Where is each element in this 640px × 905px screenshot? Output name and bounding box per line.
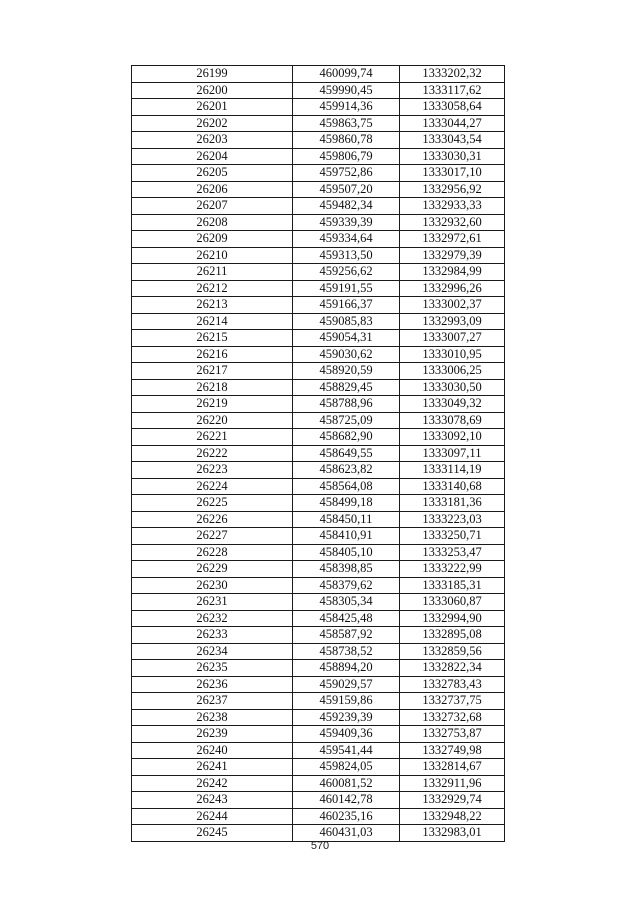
point-number-cell: 26228 (132, 544, 293, 561)
table-row (132, 660, 505, 677)
point-number-cell: 26234 (132, 643, 293, 660)
table-row (132, 610, 505, 627)
table-row (132, 148, 505, 165)
point-number-cell: 26213 (132, 297, 293, 314)
point-number-cell: 26236 (132, 676, 293, 693)
x-coordinate-cell: 459256,62 (293, 264, 400, 281)
y-coordinate-cell: 1333223,03 (400, 511, 505, 528)
x-coordinate-cell: 458450,11 (293, 511, 400, 528)
point-number-cell: 26237 (132, 693, 293, 710)
table-row (132, 825, 505, 842)
point-number-cell: 26227 (132, 528, 293, 545)
point-number-cell: 26230 (132, 577, 293, 594)
y-coordinate-cell: 1332984,99 (400, 264, 505, 281)
point-number-cell: 26200 (132, 82, 293, 99)
x-coordinate-cell: 458920,59 (293, 363, 400, 380)
x-coordinate-cell: 460431,03 (293, 825, 400, 842)
x-coordinate-cell: 458894,20 (293, 660, 400, 677)
table-row (132, 214, 505, 231)
point-number-cell: 26241 (132, 759, 293, 776)
y-coordinate-cell: 1332749,98 (400, 742, 505, 759)
y-coordinate-cell: 1333185,31 (400, 577, 505, 594)
x-coordinate-cell: 458499,18 (293, 495, 400, 512)
table-row (132, 429, 505, 446)
y-coordinate-cell: 1333006,25 (400, 363, 505, 380)
point-number-cell: 26226 (132, 511, 293, 528)
table-row (132, 742, 505, 759)
table-row (132, 264, 505, 281)
y-coordinate-cell: 1333253,47 (400, 544, 505, 561)
point-number-cell: 26219 (132, 396, 293, 413)
x-coordinate-cell: 459313,50 (293, 247, 400, 264)
table-row (132, 577, 505, 594)
y-coordinate-cell: 1333002,37 (400, 297, 505, 314)
point-number-cell: 26214 (132, 313, 293, 330)
point-number-cell: 26207 (132, 198, 293, 215)
x-coordinate-cell: 459085,83 (293, 313, 400, 330)
x-coordinate-cell: 460099,74 (293, 66, 400, 83)
table-row (132, 132, 505, 149)
x-coordinate-cell: 459030,62 (293, 346, 400, 363)
point-number-cell: 26221 (132, 429, 293, 446)
y-coordinate-cell: 1332895,08 (400, 627, 505, 644)
x-coordinate-cell: 458682,90 (293, 429, 400, 446)
point-number-cell: 26245 (132, 825, 293, 842)
x-coordinate-cell: 458564,08 (293, 478, 400, 495)
y-coordinate-cell: 1332948,22 (400, 808, 505, 825)
point-number-cell: 26211 (132, 264, 293, 281)
y-coordinate-cell: 1332814,67 (400, 759, 505, 776)
table-row (132, 808, 505, 825)
table-row (132, 181, 505, 198)
x-coordinate-cell: 458305,34 (293, 594, 400, 611)
y-coordinate-cell: 1333030,31 (400, 148, 505, 165)
y-coordinate-cell: 1332972,61 (400, 231, 505, 248)
point-number-cell: 26201 (132, 99, 293, 116)
y-coordinate-cell: 1333049,32 (400, 396, 505, 413)
x-coordinate-cell: 459191,55 (293, 280, 400, 297)
y-coordinate-cell: 1332994,90 (400, 610, 505, 627)
x-coordinate-cell: 459166,37 (293, 297, 400, 314)
table-row (132, 528, 505, 545)
x-coordinate-cell: 458425,48 (293, 610, 400, 627)
table-row (132, 346, 505, 363)
coordinates-table-body (132, 66, 505, 842)
table-row (132, 594, 505, 611)
coordinates-table (131, 65, 505, 842)
table-row (132, 330, 505, 347)
point-number-cell: 26209 (132, 231, 293, 248)
point-number-cell: 26215 (132, 330, 293, 347)
point-number-cell: 26231 (132, 594, 293, 611)
table-row (132, 379, 505, 396)
point-number-cell: 26216 (132, 346, 293, 363)
point-number-cell: 26242 (132, 775, 293, 792)
point-number-cell: 26220 (132, 412, 293, 429)
y-coordinate-cell: 1333060,87 (400, 594, 505, 611)
y-coordinate-cell: 1332933,33 (400, 198, 505, 215)
point-number-cell: 26224 (132, 478, 293, 495)
x-coordinate-cell: 458725,09 (293, 412, 400, 429)
table-row (132, 396, 505, 413)
x-coordinate-cell: 458738,52 (293, 643, 400, 660)
table-row (132, 561, 505, 578)
table-row (132, 511, 505, 528)
x-coordinate-cell: 459507,20 (293, 181, 400, 198)
y-coordinate-cell: 1333017,10 (400, 165, 505, 182)
y-coordinate-cell: 1333202,32 (400, 66, 505, 83)
table-row (132, 198, 505, 215)
y-coordinate-cell: 1332783,43 (400, 676, 505, 693)
x-coordinate-cell: 459409,36 (293, 726, 400, 743)
y-coordinate-cell: 1332732,68 (400, 709, 505, 726)
x-coordinate-cell: 458398,85 (293, 561, 400, 578)
y-coordinate-cell: 1333044,27 (400, 115, 505, 132)
page-number: 570 (310, 840, 330, 852)
y-coordinate-cell: 1333030,50 (400, 379, 505, 396)
x-coordinate-cell: 459860,78 (293, 132, 400, 149)
x-coordinate-cell: 460235,16 (293, 808, 400, 825)
table-row (132, 495, 505, 512)
table-row (132, 693, 505, 710)
y-coordinate-cell: 1333078,69 (400, 412, 505, 429)
y-coordinate-cell: 1333058,64 (400, 99, 505, 116)
point-number-cell: 26218 (132, 379, 293, 396)
x-coordinate-cell: 459159,86 (293, 693, 400, 710)
x-coordinate-cell: 459239,39 (293, 709, 400, 726)
y-coordinate-cell: 1333114,19 (400, 462, 505, 479)
table-row (132, 115, 505, 132)
point-number-cell: 26203 (132, 132, 293, 149)
x-coordinate-cell: 459806,79 (293, 148, 400, 165)
table-row (132, 82, 505, 99)
table-row (132, 231, 505, 248)
table-row (132, 363, 505, 380)
y-coordinate-cell: 1333181,36 (400, 495, 505, 512)
table-row (132, 627, 505, 644)
x-coordinate-cell: 459334,64 (293, 231, 400, 248)
point-number-cell: 26239 (132, 726, 293, 743)
y-coordinate-cell: 1333043,54 (400, 132, 505, 149)
table-row (132, 66, 505, 83)
table-row (132, 462, 505, 479)
y-coordinate-cell: 1333117,62 (400, 82, 505, 99)
x-coordinate-cell: 458829,45 (293, 379, 400, 396)
point-number-cell: 26202 (132, 115, 293, 132)
table-row (132, 247, 505, 264)
table-row (132, 165, 505, 182)
point-number-cell: 26240 (132, 742, 293, 759)
point-number-cell: 26222 (132, 445, 293, 462)
y-coordinate-cell: 1332983,01 (400, 825, 505, 842)
y-coordinate-cell: 1333007,27 (400, 330, 505, 347)
x-coordinate-cell: 458587,92 (293, 627, 400, 644)
x-coordinate-cell: 459339,39 (293, 214, 400, 231)
point-number-cell: 26199 (132, 66, 293, 83)
x-coordinate-cell: 459824,05 (293, 759, 400, 776)
y-coordinate-cell: 1332996,26 (400, 280, 505, 297)
y-coordinate-cell: 1332993,09 (400, 313, 505, 330)
table-row (132, 412, 505, 429)
point-number-cell: 26208 (132, 214, 293, 231)
table-row (132, 709, 505, 726)
point-number-cell: 26238 (132, 709, 293, 726)
y-coordinate-cell: 1333250,71 (400, 528, 505, 545)
x-coordinate-cell: 459914,36 (293, 99, 400, 116)
point-number-cell: 26204 (132, 148, 293, 165)
y-coordinate-cell: 1332753,87 (400, 726, 505, 743)
x-coordinate-cell: 459863,75 (293, 115, 400, 132)
x-coordinate-cell: 459541,44 (293, 742, 400, 759)
x-coordinate-cell: 458649,55 (293, 445, 400, 462)
point-number-cell: 26243 (132, 792, 293, 809)
point-number-cell: 26205 (132, 165, 293, 182)
point-number-cell: 26235 (132, 660, 293, 677)
y-coordinate-cell: 1332932,60 (400, 214, 505, 231)
y-coordinate-cell: 1333140,68 (400, 478, 505, 495)
table-row (132, 676, 505, 693)
y-coordinate-cell: 1332911,96 (400, 775, 505, 792)
y-coordinate-cell: 1332822,34 (400, 660, 505, 677)
x-coordinate-cell: 460142,78 (293, 792, 400, 809)
table-row (132, 99, 505, 116)
table-row (132, 759, 505, 776)
table-row (132, 544, 505, 561)
x-coordinate-cell: 459990,45 (293, 82, 400, 99)
y-coordinate-cell: 1332737,75 (400, 693, 505, 710)
x-coordinate-cell: 458405,10 (293, 544, 400, 561)
x-coordinate-cell: 459054,31 (293, 330, 400, 347)
y-coordinate-cell: 1333010,95 (400, 346, 505, 363)
table-row (132, 792, 505, 809)
x-coordinate-cell: 458379,62 (293, 577, 400, 594)
y-coordinate-cell: 1332979,39 (400, 247, 505, 264)
table-row (132, 726, 505, 743)
x-coordinate-cell: 458788,96 (293, 396, 400, 413)
point-number-cell: 26233 (132, 627, 293, 644)
y-coordinate-cell: 1332956,92 (400, 181, 505, 198)
table-row (132, 297, 505, 314)
table-row (132, 643, 505, 660)
x-coordinate-cell: 459029,57 (293, 676, 400, 693)
table-row (132, 445, 505, 462)
y-coordinate-cell: 1333092,10 (400, 429, 505, 446)
y-coordinate-cell: 1333222,99 (400, 561, 505, 578)
point-number-cell: 26232 (132, 610, 293, 627)
table-row (132, 478, 505, 495)
point-number-cell: 26223 (132, 462, 293, 479)
x-coordinate-cell: 458623,82 (293, 462, 400, 479)
point-number-cell: 26206 (132, 181, 293, 198)
y-coordinate-cell: 1333097,11 (400, 445, 505, 462)
x-coordinate-cell: 460081,52 (293, 775, 400, 792)
x-coordinate-cell: 459482,34 (293, 198, 400, 215)
x-coordinate-cell: 459752,86 (293, 165, 400, 182)
point-number-cell: 26225 (132, 495, 293, 512)
y-coordinate-cell: 1332929,74 (400, 792, 505, 809)
table-row (132, 280, 505, 297)
point-number-cell: 26212 (132, 280, 293, 297)
table-row (132, 775, 505, 792)
table-row (132, 313, 505, 330)
y-coordinate-cell: 1332859,56 (400, 643, 505, 660)
point-number-cell: 26210 (132, 247, 293, 264)
point-number-cell: 26229 (132, 561, 293, 578)
x-coordinate-cell: 458410,91 (293, 528, 400, 545)
point-number-cell: 26244 (132, 808, 293, 825)
point-number-cell: 26217 (132, 363, 293, 380)
